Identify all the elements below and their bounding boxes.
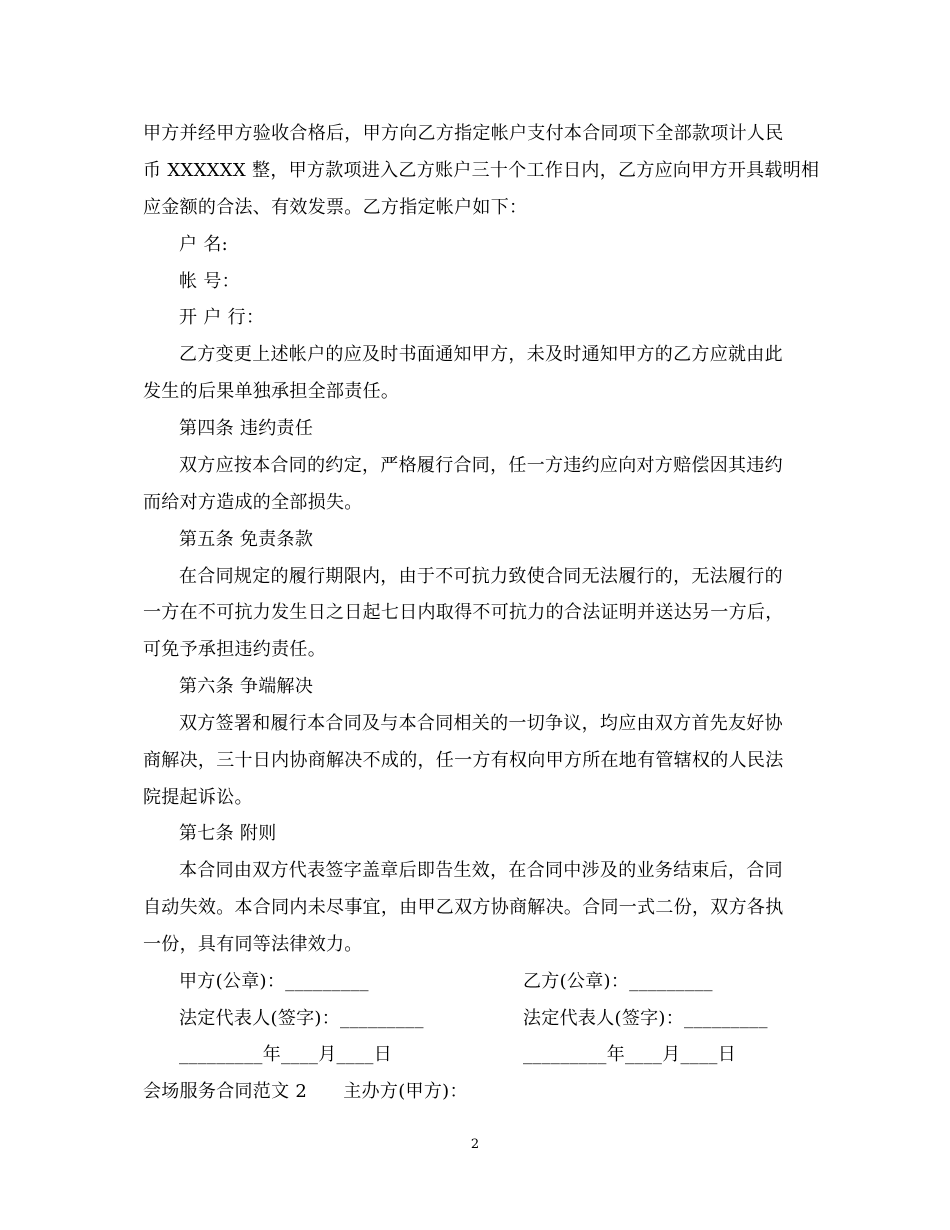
paragraph-line: 一方在不可抗力发生日之日起七日内取得不可抗力的合法证明并送达另一方后，	[143, 602, 784, 623]
clause-heading: 第五条 免责条款	[179, 529, 314, 550]
next-section-heading: 会场服务合同范文 2 主办方(甲方)：	[143, 1081, 468, 1102]
paragraph-line: 自动失效。本合同内未尽事宜，由甲乙双方协商解决。合同一式二份，双方各执	[143, 897, 784, 918]
account-number-label: 帐 号：	[179, 271, 240, 292]
paragraph-line: 甲方并经甲方验收合格后，甲方向乙方指定帐户支付本合同项下全部款项计人民	[143, 123, 784, 144]
paragraph-line: 币 XXXXXX 整，甲方款项进入乙方账户三十个工作日内，乙方应向甲方开具载明相	[143, 160, 820, 181]
clause-heading: 第七条 附则	[179, 823, 277, 844]
paragraph-line: 本合同由双方代表签字盖章后即告生效，在合同中涉及的业务结束后，合同	[179, 860, 783, 881]
paragraph-line: 可免予承担违约责任。	[143, 639, 326, 660]
paragraph-line: 院提起诉讼。	[143, 787, 253, 808]
page-number: 2	[470, 1137, 480, 1152]
paragraph-line: 发生的后果单独承担全部责任。	[143, 381, 400, 402]
paragraph-line: 一份，具有同等法律效力。	[143, 934, 363, 955]
clause-heading: 第四条 违约责任	[179, 418, 314, 439]
party-a-seal: 甲方(公章)：_________	[179, 971, 369, 992]
party-a-date: _________年____月____日	[179, 1044, 392, 1065]
party-b-date: _________年____月____日	[523, 1044, 736, 1065]
paragraph-line: 双方签署和履行本合同及与本合同相关的一切争议，均应由双方首先友好协	[179, 713, 783, 734]
party-b-representative: 法定代表人(签字)：_________	[523, 1008, 768, 1029]
paragraph-line: 双方应按本合同的约定，严格履行合同，任一方违约应向对方赔偿因其违约	[179, 455, 783, 476]
party-a-representative: 法定代表人(签字)：_________	[179, 1008, 424, 1029]
bank-label: 开 户 行：	[179, 307, 265, 328]
paragraph-line: 而给对方造成的全部损失。	[143, 492, 363, 513]
account-name-label: 户 名:	[179, 234, 228, 255]
paragraph-line: 在合同规定的履行期限内，由于不可抗力致使合同无法履行的，无法履行的	[179, 566, 783, 587]
paragraph-line: 商解决，三十日内协商解决不成的，任一方有权向甲方所在地有管辖权的人民法	[143, 750, 784, 771]
party-b-seal: 乙方(公章)：_________	[523, 971, 713, 992]
paragraph-line: 乙方变更上述帐户的应及时书面通知甲方，未及时通知甲方的乙方应就由此	[179, 344, 783, 365]
paragraph-line: 应金额的合法、有效发票。乙方指定帐户如下：	[143, 197, 528, 218]
clause-heading: 第六条 争端解决	[179, 676, 314, 697]
